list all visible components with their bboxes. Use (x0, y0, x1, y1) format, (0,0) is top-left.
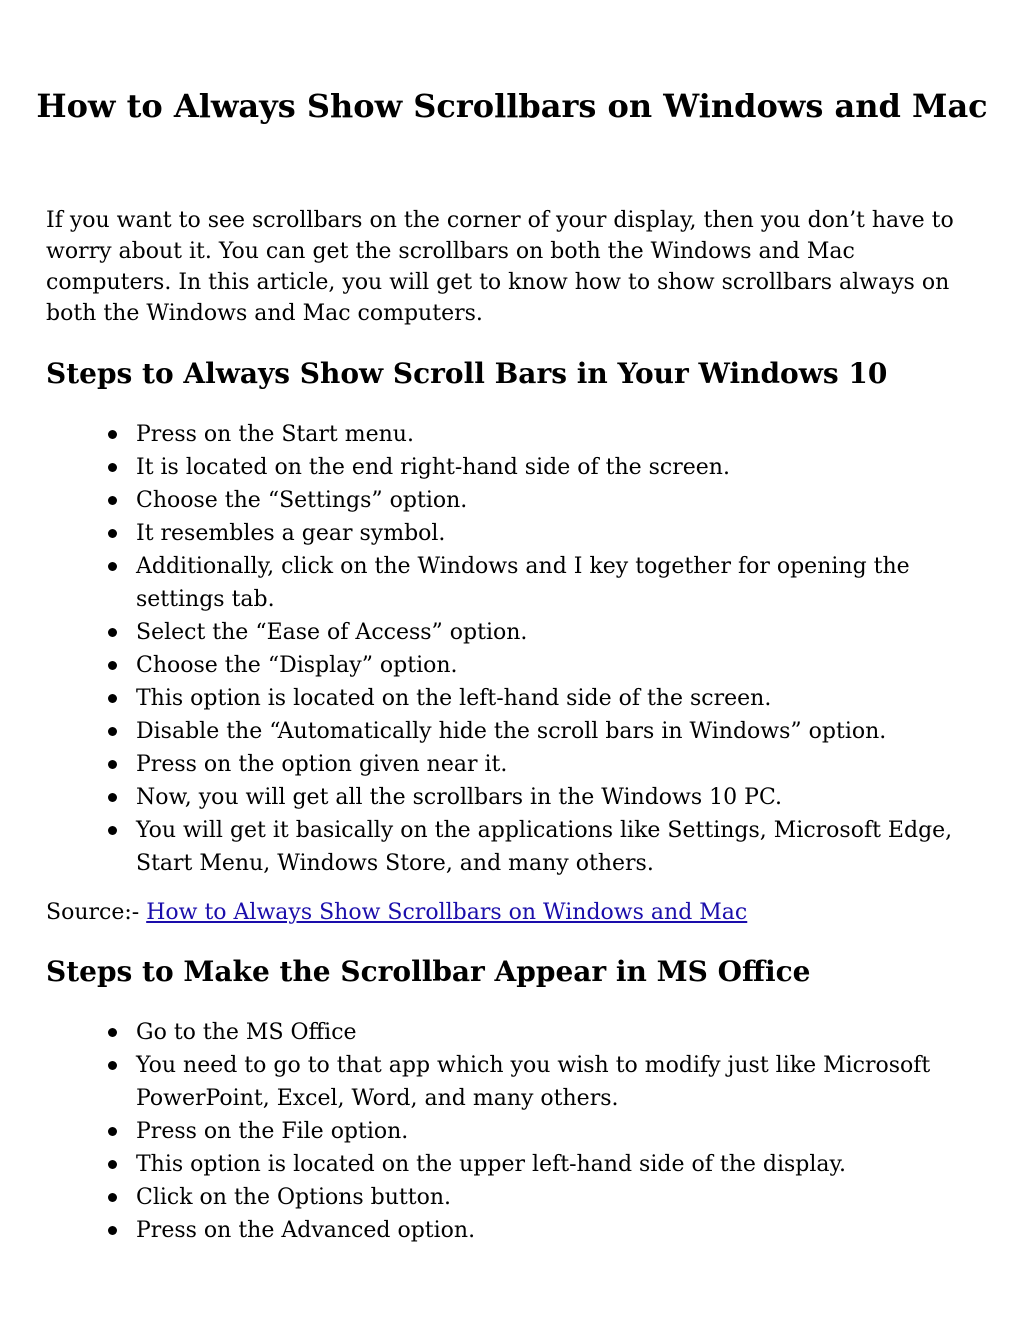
bullet-icon (108, 793, 117, 802)
bullet-icon (108, 694, 117, 703)
list-item: Press on the option given near it. (136, 748, 976, 781)
bullet-icon (108, 562, 117, 571)
list-item: This option is located on the left-hand side of the screen. (136, 682, 976, 715)
bullet-icon (108, 661, 117, 670)
source-line (46, 897, 986, 928)
source-label: Source:- (46, 900, 147, 925)
list-item: Select the “Ease of Access” option. (136, 616, 976, 649)
list-item: Press on the File option. (136, 1115, 976, 1148)
bullet-icon (108, 760, 117, 769)
bullet-icon (108, 463, 117, 472)
bullet-icon (108, 1028, 117, 1037)
bullet-icon (108, 430, 117, 439)
section-heading-ms-office: Steps to Make the Scrollbar Appear in MS Office (46, 955, 811, 988)
ms-office-steps-list (136, 1016, 976, 1247)
list-item: Go to the MS Office (136, 1016, 976, 1049)
intro-paragraph: If you want to see scrollbars on the corner of your display, then you don’t have to worry about it. You can get the scrollbars on both the Windows and Mac computers. In this article, you will get to know how to show scrollbars always on both the Windows and Mac computers. (46, 208, 954, 326)
list-item: This option is located on the upper left-hand side of the display. (136, 1148, 976, 1181)
list-item: Press on the Advanced option. (136, 1214, 976, 1247)
bullet-icon (108, 1193, 117, 1202)
list-item: Disable the “Automatically hide the scroll bars in Windows” option. (136, 715, 976, 748)
bullet-icon (108, 1226, 117, 1235)
bullet-icon (108, 727, 117, 736)
bullet-icon (108, 529, 117, 538)
list-item: You need to go to that app which you wish to modify just like Microsoft PowerPoint, Excel, Word, and many others. (136, 1049, 976, 1115)
list-item: You will get it basically on the applications like Settings, Microsoft Edge, Start Menu, Windows Store, and many others. (136, 814, 976, 880)
list-item: Choose the “Display” option. (136, 649, 976, 682)
bullet-icon (108, 1061, 117, 1070)
section-heading-windows: Steps to Always Show Scroll Bars in Your Windows 10 (46, 357, 888, 390)
bullet-icon (108, 826, 117, 835)
list-item: Now, you will get all the scrollbars in the Windows 10 PC. (136, 781, 976, 814)
bullet-icon (108, 628, 117, 637)
list-item: Click on the Options button. (136, 1181, 976, 1214)
list-item: Press on the Start menu. (136, 418, 976, 451)
bullet-icon (108, 1160, 117, 1169)
bullet-icon (108, 496, 117, 505)
list-item: It is located on the end right-hand side of the screen. (136, 451, 976, 484)
list-item: It resembles a gear symbol. (136, 517, 976, 550)
windows-steps-list (136, 418, 976, 880)
page-title: How to Always Show Scrollbars on Windows and Mac (36, 87, 988, 125)
source-link[interactable]: How to Always Show Scrollbars on Windows and Mac (146, 900, 748, 925)
list-item: Additionally, click on the Windows and I key together for opening the settings tab. (136, 550, 976, 616)
bullet-icon (108, 1127, 117, 1136)
list-item: Choose the “Settings” option. (136, 484, 976, 517)
